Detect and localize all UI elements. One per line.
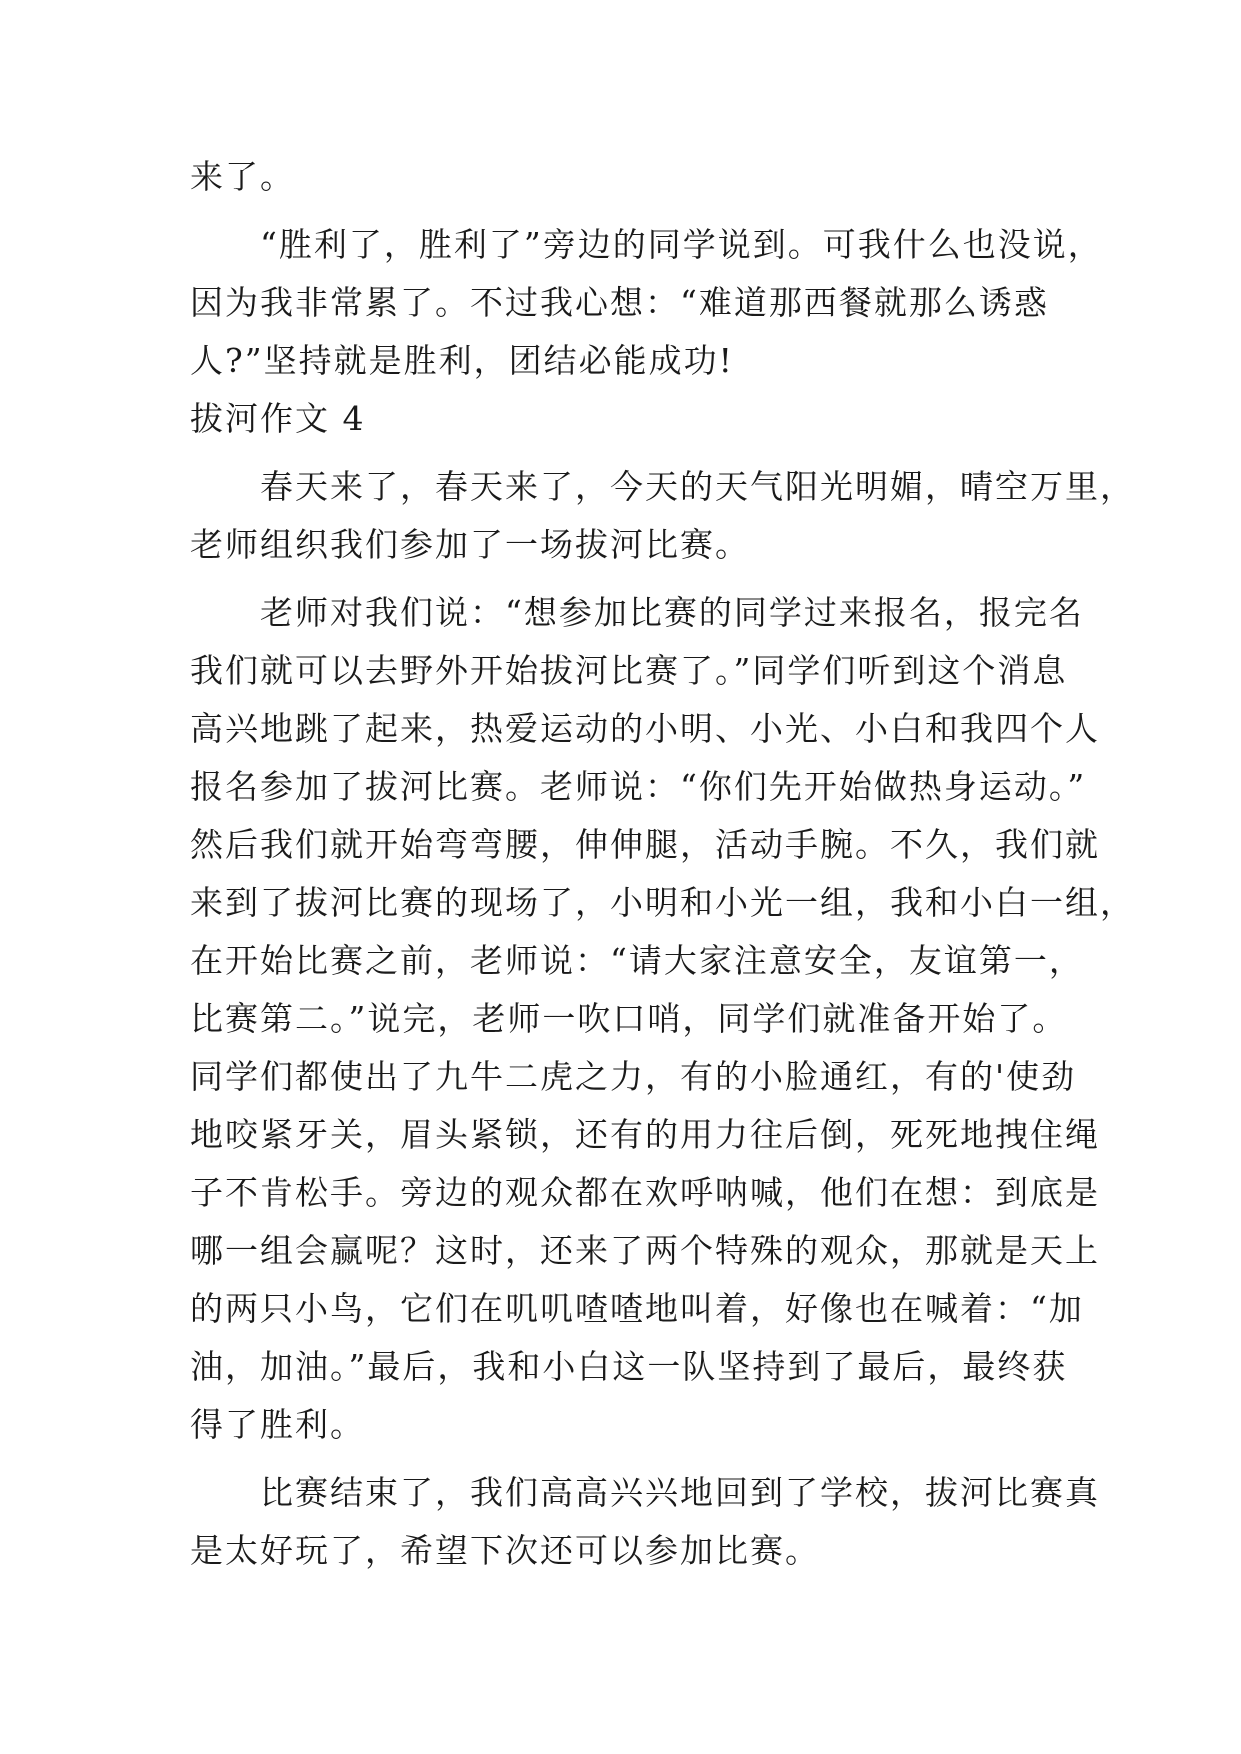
paragraph-spring: [190, 458, 1135, 574]
text-line: 老师组织我们参加了一场拔河比赛。: [190, 525, 750, 564]
text-line: “胜利了，胜利了”旁边的同学说到。可我什么也没说，: [190, 225, 1103, 264]
text-line: 老师对我们说：“想参加比赛的同学过来报名，报完名: [190, 593, 1084, 632]
text-line: 是太好玩了，希望下次还可以参加比赛。: [190, 1531, 820, 1570]
text-line: 地咬紧牙关，眉头紧锁，还有的用力往后倒，死死地拽住绳: [190, 1115, 1100, 1154]
paragraph-continuation: [190, 148, 1060, 206]
paragraph-victory: [190, 216, 1103, 390]
text-line: 因为我非常累了。不过我心想：“难道那西餐就那么诱惑: [190, 283, 1049, 322]
paragraph-competition: [190, 584, 1135, 1454]
text-line: 哪一组会赢呢？这时，还来了两个特殊的观众，那就是天上: [190, 1231, 1100, 1270]
text-line: 高兴地跳了起来，热爱运动的小明、小光、小白和我四个人: [190, 709, 1100, 748]
text-line: 的两只小鸟，它们在叽叽喳喳地叫着，好像也在喊着：“加: [190, 1289, 1084, 1328]
paragraph-ending: [190, 1464, 1100, 1580]
text-line: 来了。: [190, 157, 295, 196]
text-line: 得了胜利。: [190, 1405, 365, 1444]
text-line: 油，加油。”最后，我和小白这一队坚持到了最后，最终获: [190, 1347, 1068, 1386]
heading-text: 拔河作文 4: [190, 399, 366, 438]
text-line: 报名参加了拔河比赛。老师说：“你们先开始做热身运动。”: [190, 767, 1087, 806]
text-line: 来到了拔河比赛的现场了，小明和小光一组，我和小白一组，: [190, 883, 1135, 922]
text-line: 春天来了，春天来了，今天的天气阳光明媚，晴空万里，: [190, 467, 1135, 506]
text-line: 比赛结束了，我们高高兴兴地回到了学校，拔河比赛真: [190, 1473, 1100, 1512]
text-line: 在开始比赛之前，老师说：“请大家注意安全，友谊第一，: [190, 941, 1084, 980]
text-line: 同学们都使出了九牛二虎之力，有的小脸通红，有的'使劲: [190, 1057, 1077, 1096]
document-body: [190, 148, 1135, 1580]
text-line: 比赛第二。”说完，老师一吹口哨，同学们就准备开始了。: [190, 999, 1068, 1038]
text-line: 然后我们就开始弯弯腰，伸伸腿，活动手腕。不久，我们就: [190, 825, 1100, 864]
text-line: 子不肯松手。旁边的观众都在欢呼呐喊，他们在想：到底是: [190, 1173, 1100, 1212]
text-line: 我们就可以去野外开始拔河比赛了。”同学们听到这个消息: [190, 651, 1068, 690]
section-heading: [190, 390, 1060, 448]
text-line: 人?”坚持就是胜利，团结必能成功!: [190, 341, 734, 380]
